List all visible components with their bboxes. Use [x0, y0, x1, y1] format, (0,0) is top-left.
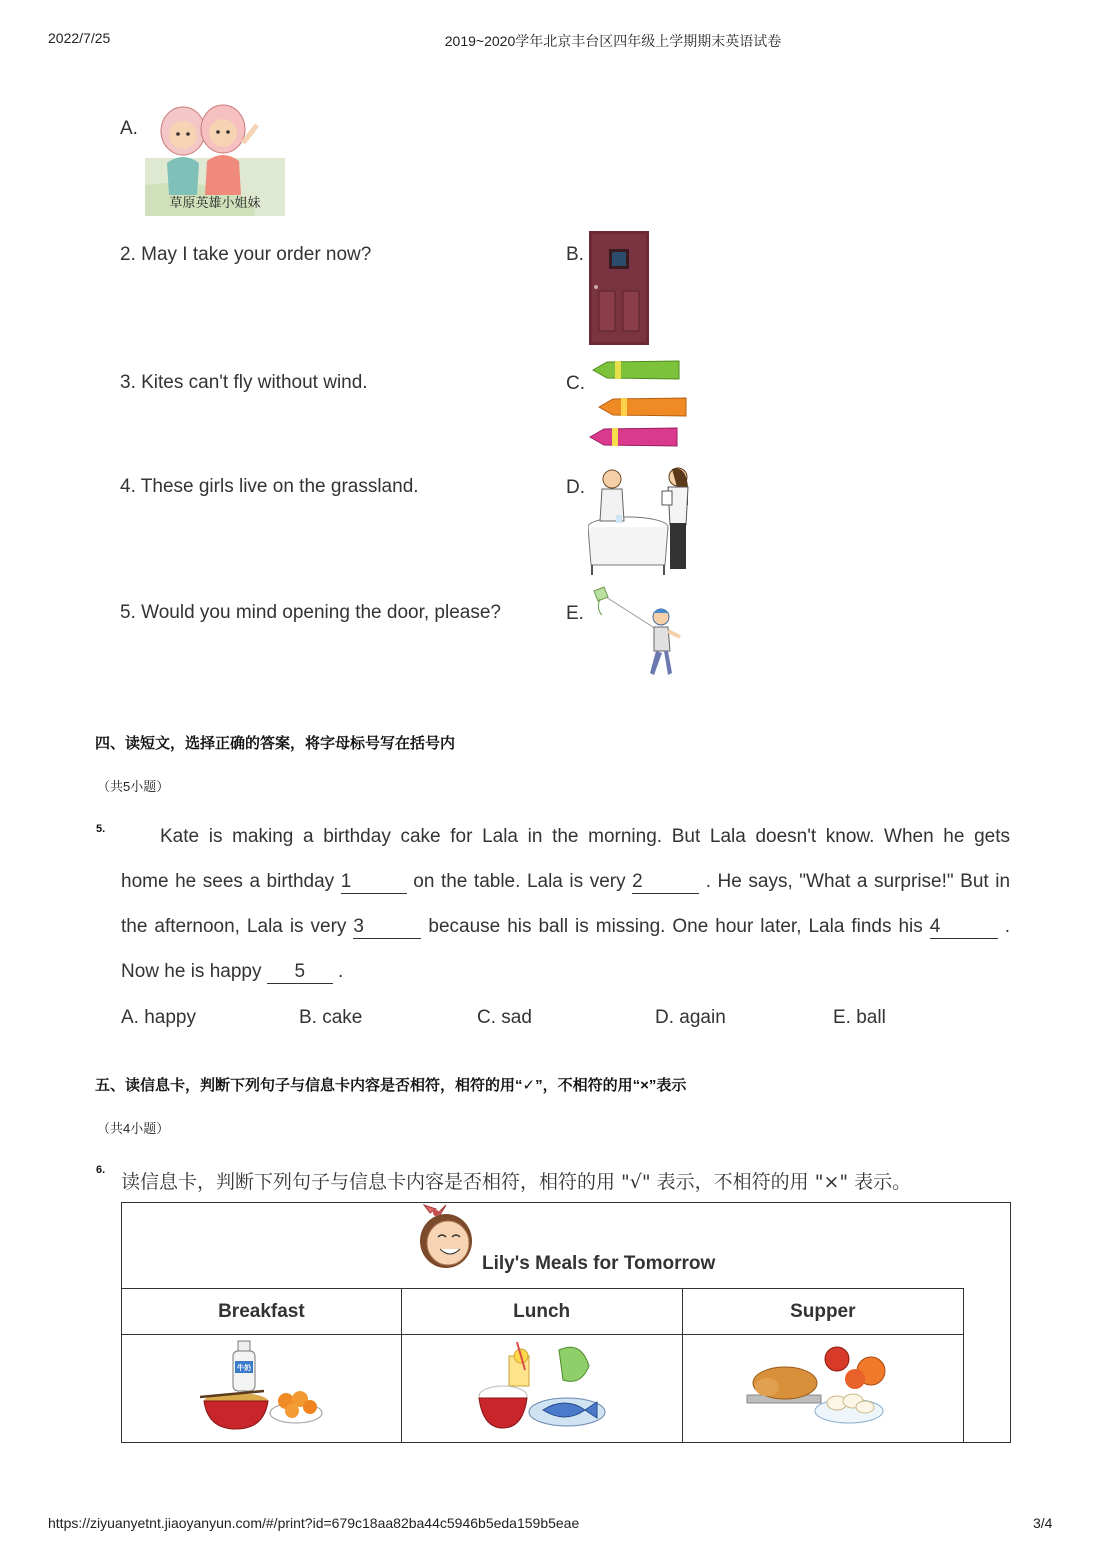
option-letter-d: D.	[566, 477, 585, 498]
passage-text: .	[1004, 916, 1011, 937]
cloze-blank-3: 3	[353, 916, 421, 939]
lunch-food-image	[477, 1340, 607, 1432]
kite-boy-image	[588, 585, 704, 683]
option-letter-b: B.	[566, 244, 584, 265]
milk-label: 牛奶	[237, 1363, 252, 1372]
section-5-count: （共4小题）	[97, 1121, 170, 1136]
question-number-6: 6.	[96, 1164, 106, 1176]
grassland-sisters-image	[145, 103, 285, 216]
option-letter-e: E.	[566, 603, 584, 624]
cloze-blank-4: 4	[930, 916, 998, 939]
cloze-passage	[121, 814, 1010, 994]
document-title: 2019~2020学年北京丰台区四年级上学期期末英语试卷	[444, 33, 782, 49]
question-number-5: 5.	[96, 823, 106, 835]
section-4-title: 四、读短文，选择正确的答案，将字母标号写在括号内	[95, 735, 456, 752]
section-5-title: 五、读信息卡，判断下列句子与信息卡内容是否相符，相符的用“✓”，不相符的用“×”表示	[95, 1077, 687, 1094]
passage-line-1: Kate is making a birthday cake for Lala in the morning. But Lala doesn't know. When he gets	[160, 826, 1010, 847]
passage-line-4	[121, 949, 1010, 994]
cloze-blank-1: 1	[341, 871, 407, 894]
answer-choice-d: D. again	[655, 1007, 726, 1028]
breakfast-food-image	[198, 1339, 324, 1433]
breakfast-food-cell	[122, 1335, 402, 1443]
matching-sentence-2: 2. May I take your order now?	[120, 244, 372, 265]
column-lunch: Lunch	[401, 1289, 682, 1335]
column-breakfast: Breakfast	[122, 1289, 402, 1335]
grassland-sisters-caption: 草原英雄小姐妹	[169, 196, 261, 211]
passage-text: on the table. Lala is very	[413, 871, 626, 892]
passage-text: home he sees a birthday	[121, 871, 335, 892]
lily-face-icon	[410, 1203, 482, 1271]
passage-line-2	[121, 859, 1010, 904]
restaurant-order-image	[588, 465, 700, 577]
matching-sentence-5: 5. Would you mind opening the door, please?	[120, 602, 501, 623]
answer-choice-c: C. sad	[477, 1007, 532, 1028]
lunch-food-cell	[401, 1335, 682, 1443]
passage-text: Now he is happy	[121, 961, 262, 982]
cloze-blank-2: 2	[632, 871, 699, 894]
option-letter-c: C.	[566, 373, 585, 394]
supper-food-cell	[682, 1335, 963, 1443]
answer-choice-a: A. happy	[121, 1007, 196, 1028]
door-image	[589, 231, 649, 345]
card-title: Lily's Meals for Tomorrow	[482, 1253, 716, 1274]
supper-food-image	[745, 1343, 901, 1429]
footer-url: https://ziyuanyetnt.jiaoyanyun.com/#/print?id=679c18aa82ba44c5946b5eda159b5eae	[48, 1515, 580, 1531]
page-number: 3/4	[1033, 1515, 1053, 1531]
section-4-count: （共5小题）	[97, 779, 170, 794]
matching-sentence-4: 4. These girls live on the grassland.	[120, 476, 419, 497]
matching-sentence-3: 3. Kites can't fly without wind.	[120, 372, 368, 393]
passage-text: the afternoon, Lala is very	[121, 916, 347, 937]
crayons-image	[587, 357, 689, 449]
passage-line-3	[121, 904, 1010, 949]
answer-choice-b: B. cake	[299, 1007, 363, 1028]
passage-text: . He says, "What a surprise!" But in	[705, 871, 1011, 892]
passage-text: .	[338, 961, 344, 982]
meals-table	[121, 1288, 964, 1443]
question-6-instruction: 读信息卡，判断下列句子与信息卡内容是否相符，相符的用 "√" 表示，不相符的用 "×" 表示。	[121, 1171, 912, 1193]
option-letter-a: A.	[120, 118, 138, 139]
answer-choice-e: E. ball	[833, 1007, 886, 1028]
passage-text: because his ball is missing. One hour later, Lala finds his	[428, 916, 923, 937]
print-date: 2022/7/25	[48, 30, 111, 46]
cloze-blank-5: 5	[267, 961, 333, 984]
column-supper: Supper	[682, 1289, 963, 1335]
